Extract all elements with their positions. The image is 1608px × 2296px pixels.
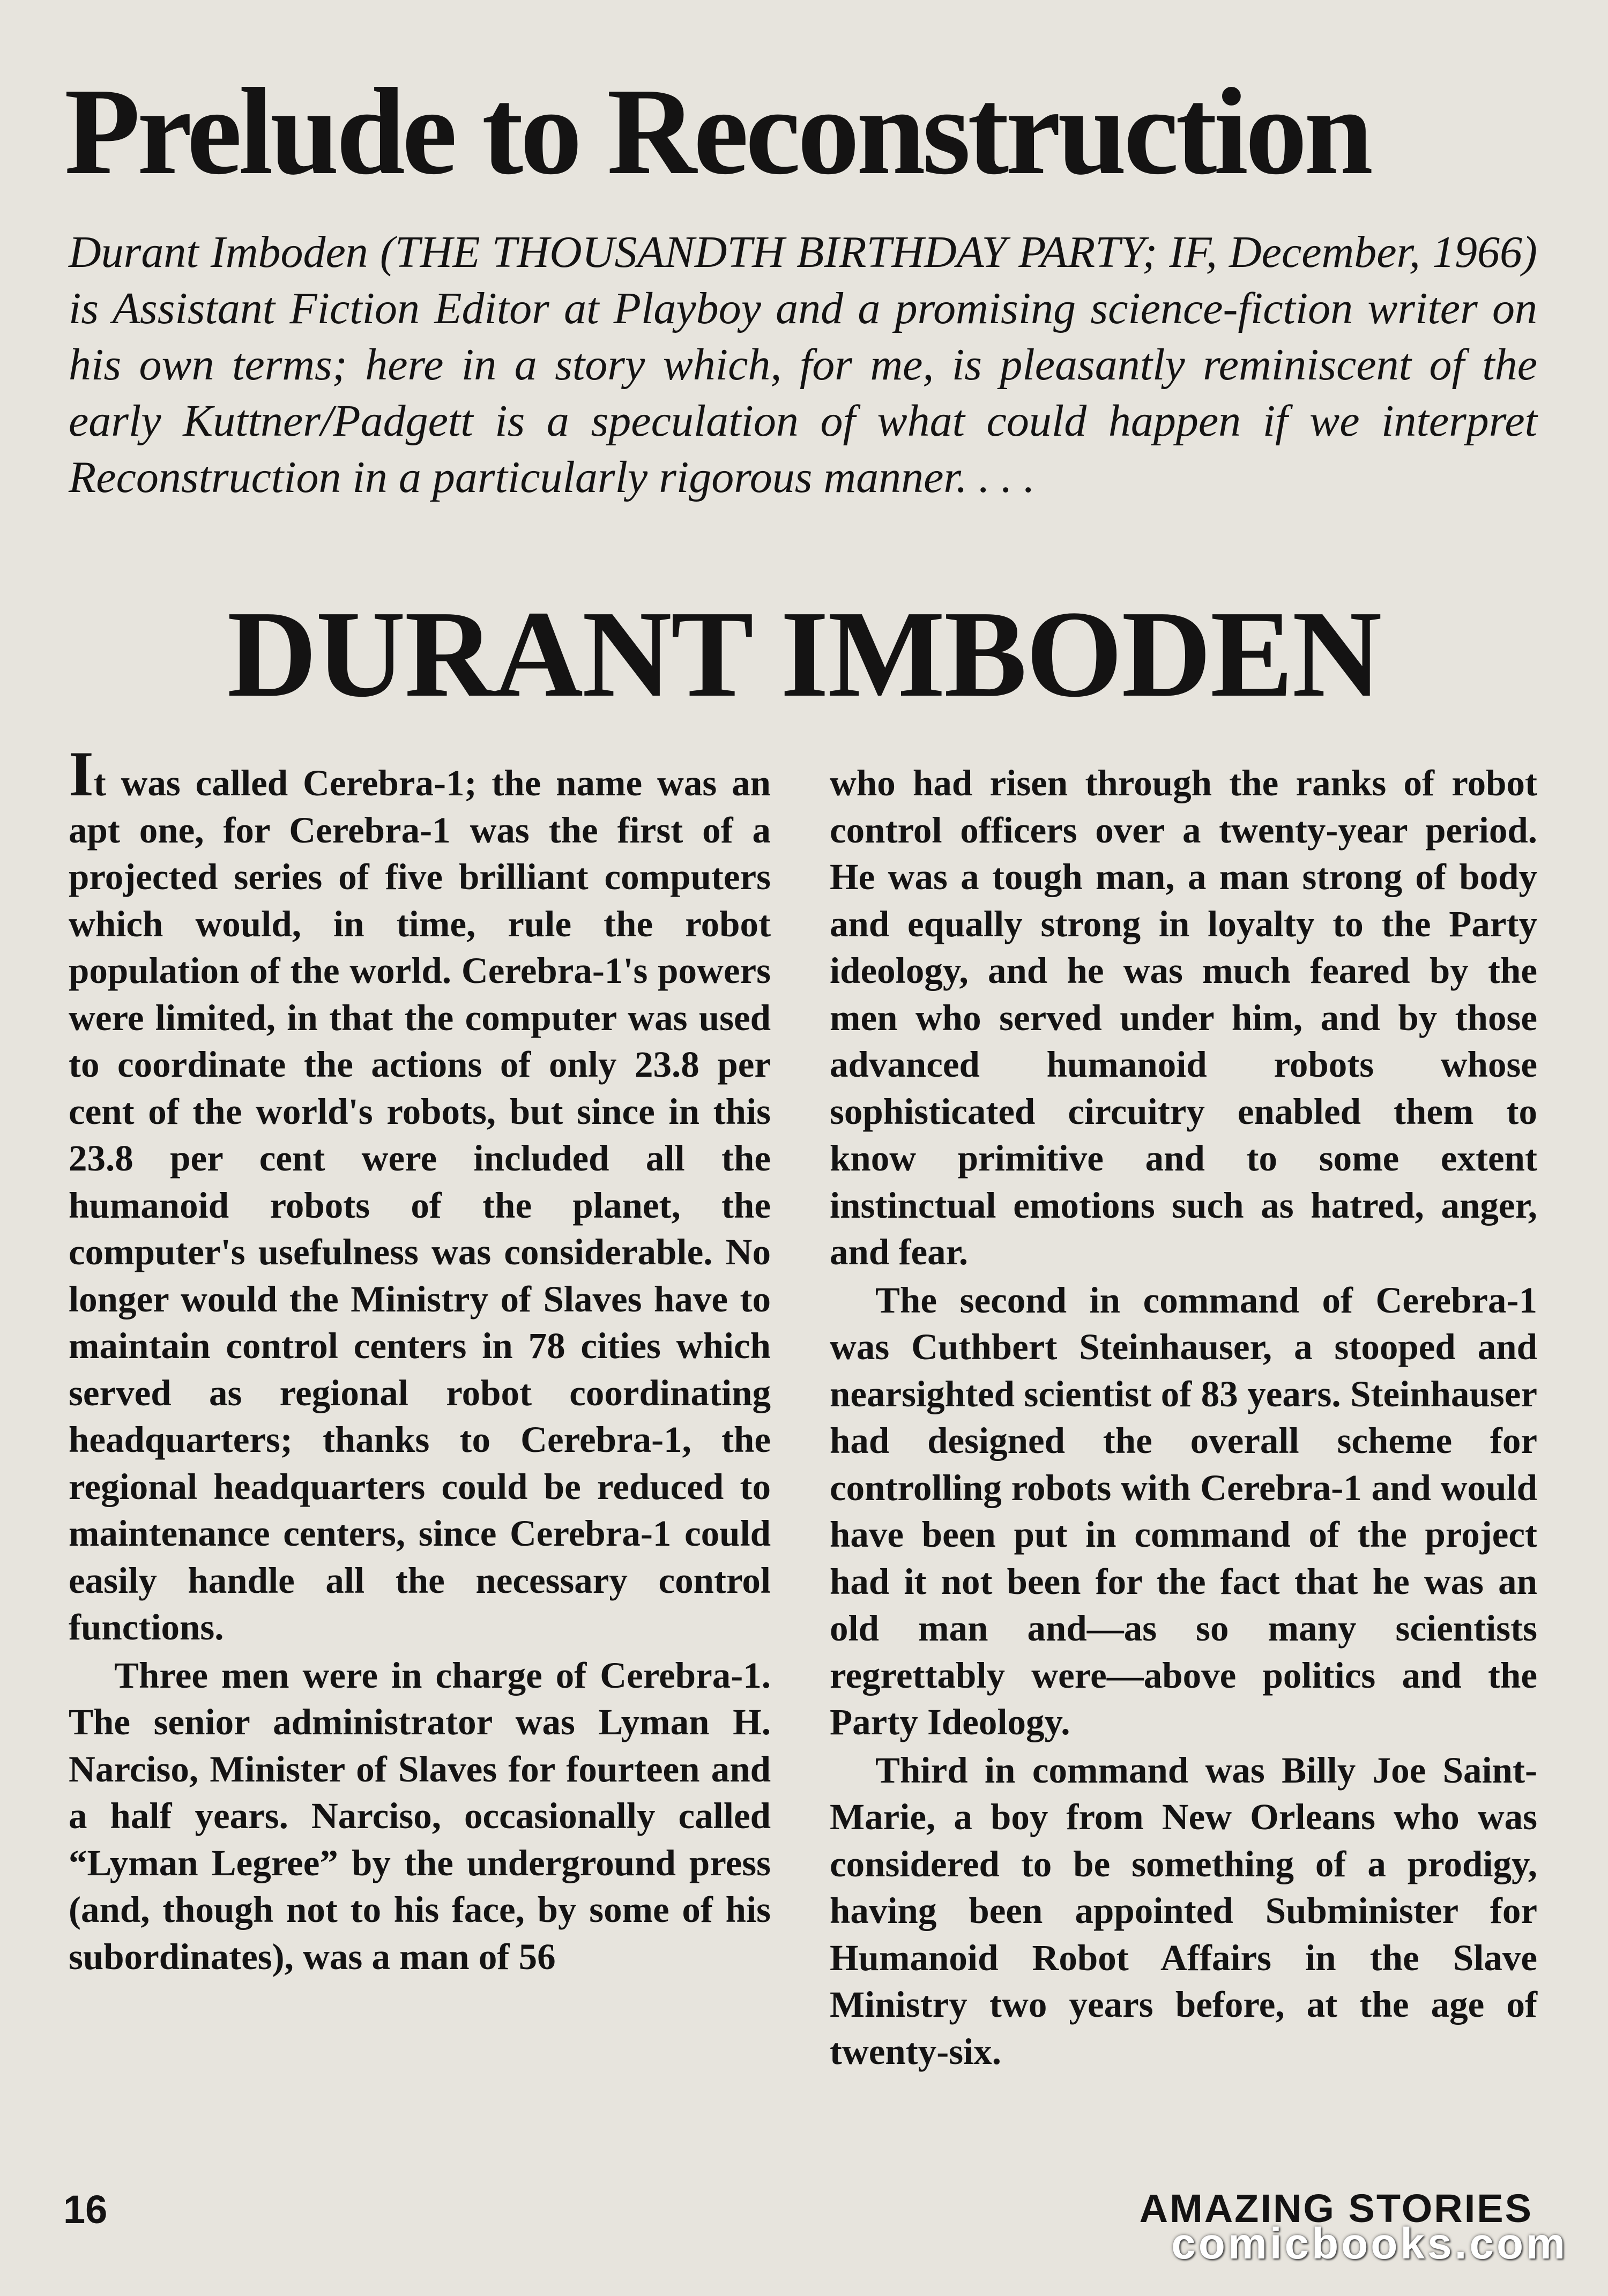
- paragraph-1-text: t was called Cerebra-1; the name was an apt one, for Cerebra-1 was the first of a projected series of five brilliant computers which would, in time, rule the robot population of the world. Cerebra-1's powers were limited, in that the computer was used to coordinate the actions of only 23.8 per cent of the world's robots, but since in this 23.8 per cent were included all the humanoid robots of the planet, the computer's usefulness was considerable. No longer would the Ministry of Slaves have to maintain control centers in 78 cities which served as regional robot coordinating headquarters; thanks to Cerebra-1, the regional headquarters could be reduced to maintenance centers, since Cerebra-1 could easily handle all the necessary control functions.: [69, 763, 771, 1648]
- text-column-right: [830, 760, 1537, 2075]
- author-byline: DURANT IMBODEN: [227, 585, 1381, 723]
- page-number: 16: [63, 2187, 108, 2232]
- paragraph-5: Third in command was Billy Joe Saint-Marie, a boy from New Orleans who was considered to be something of a prodigy, having been appointed Subminister for Humanoid Robot Affairs in the Slave Ministry two years before, at the age of twenty-six.: [830, 1749, 1537, 2072]
- magazine-name: AMAZING STORIES: [1139, 2186, 1533, 2231]
- editor-introduction: Durant Imboden (THE THOUSANDTH BIRTHDAY PARTY; IF, December, 1966) is Assistant Fiction Editor at Playboy and a promising science-fiction writer on his own terms; here in a story which, for me, is pleasantly reminiscent of the early Kuttner/Padgett is a speculation of what could happen if we interpret Reconstruction in a particularly rigorous manner. . . .: [69, 227, 1537, 502]
- drop-cap: I: [69, 738, 94, 809]
- text-column-left: [69, 738, 771, 1980]
- paragraph-3: who had risen through the ranks of robot control officers over a twenty-year period. He was a tough man, a man strong of body and equally strong in loyalty to the Party ideology, and he was much feared by the men who served under him, and by those advanced humanoid robots whose sophisticated circuitry enabled them to know primitive and to some extent instinctual emotions such as hatred, anger, and fear.: [830, 763, 1537, 1272]
- paragraph-1: [69, 738, 771, 1651]
- story-title: Prelude to Reconstruction: [64, 63, 1370, 200]
- paragraph-2: Three men were in charge of Cerebra-1. The senior administrator was Lyman H. Narciso, Minister of Slaves for fourteen and a half years. Narciso, occasionally called “Lyman Legree” by the underground press (and, though not to his face, by some of his subordinates), was a man of 56: [69, 1654, 771, 1977]
- watermark: comicbooks.com: [1171, 2219, 1568, 2268]
- paragraph-4: The second in command of Cerebra-1 was Cuthbert Steinhauser, a stooped and nearsighted scientist of 83 years. Steinhauser had designed the overall scheme for controlling robots with Cerebra-1 and would have been put in command of the project had it not been for the fact that he was an old man and—as so many scientists regrettably were—above politics and the Party Ideology.: [830, 1279, 1537, 1742]
